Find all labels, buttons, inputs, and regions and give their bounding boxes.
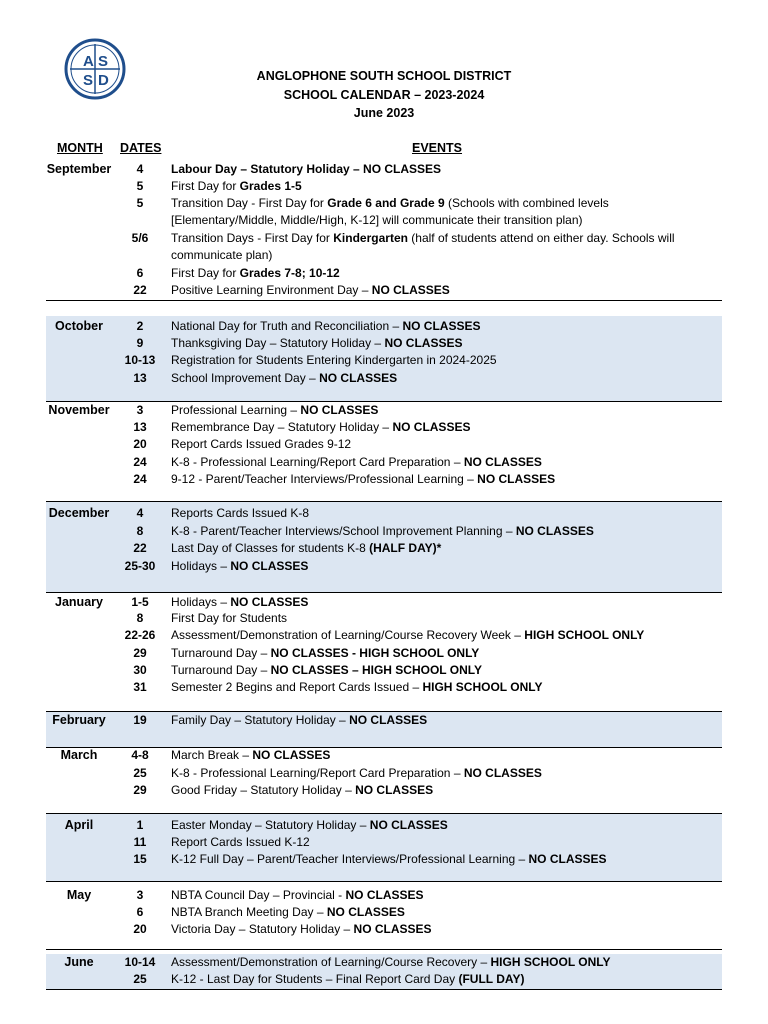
event-date: 25-30	[124, 559, 156, 573]
event-emphasis: NO CLASSES	[353, 922, 432, 936]
event-date: 20	[133, 437, 147, 451]
event-description	[171, 662, 716, 679]
event-date: 3	[136, 888, 144, 902]
event-text: School Improvement Day –	[171, 371, 320, 385]
event-description	[171, 523, 716, 540]
month-section-december	[46, 502, 722, 593]
event-text: National Day for Truth and Reconciliation –	[171, 319, 403, 333]
month-section-october	[46, 316, 722, 402]
event-description	[171, 817, 716, 834]
event-description	[171, 851, 716, 868]
event-description	[171, 318, 716, 335]
dates-column-header: DATES	[120, 141, 162, 155]
event-emphasis: NO CLASSES	[477, 472, 556, 486]
event-text: Family Day – Statutory Holiday –	[171, 713, 350, 727]
event-date: 11	[133, 835, 147, 849]
event-text: First Day for	[171, 266, 240, 280]
event-text: Report Cards Issued K-12	[171, 835, 310, 849]
event-emphasis: NO CLASSES	[402, 319, 481, 333]
event-emphasis: (FULL DAY)	[458, 972, 525, 986]
event-description	[171, 178, 716, 195]
event-text: (Schools with combined levels [Elementary/Middle, Middle/High, K-12] will communicate their transition plan)	[171, 196, 609, 228]
district-title: ANGLOPHONE SOUTH SCHOOL DISTRICT	[256, 69, 512, 83]
event-text: Turnaround Day –	[171, 646, 271, 660]
event-emphasis: NO CLASSES	[392, 420, 471, 434]
event-emphasis: Kindergarten	[333, 231, 408, 245]
event-date: 24	[133, 455, 147, 469]
calendar-title: SCHOOL CALENDAR – 2023-2024	[283, 88, 485, 102]
event-description	[171, 419, 716, 436]
month-label: September	[46, 162, 112, 176]
event-text: K-8 - Parent/Teacher Interviews/School Improvement Planning –	[171, 524, 516, 538]
calendar-date: June 2023	[353, 106, 415, 120]
event-description	[171, 454, 716, 471]
month-label: October	[55, 319, 103, 333]
event-description	[171, 436, 716, 453]
event-date: 2	[136, 319, 144, 333]
event-description	[171, 904, 716, 921]
event-date: 4	[136, 506, 144, 520]
event-text: Assessment/Demonstration of Learning/Course Recovery –	[171, 955, 491, 969]
event-text: (half of students attend on either day. Schools will communicate plan)	[171, 231, 675, 263]
event-date: 1	[136, 818, 144, 832]
event-date: 29	[133, 783, 147, 797]
event-text: Easter Monday – Statutory Holiday –	[171, 818, 370, 832]
event-description	[171, 627, 716, 644]
event-description	[171, 282, 716, 299]
event-date: 8	[136, 524, 144, 538]
event-date: 10-13	[124, 353, 156, 367]
event-date: 22	[133, 541, 147, 555]
event-emphasis: NO CLASSES	[355, 783, 434, 797]
event-description	[171, 161, 716, 178]
month-label: April	[64, 818, 94, 832]
events-column-header: EVENTS	[412, 141, 463, 155]
event-description	[171, 610, 716, 627]
event-text: First Day for	[171, 179, 240, 193]
month-section-september	[46, 158, 722, 301]
event-text: Transition Day - First Day for	[171, 196, 328, 210]
month-label: January	[55, 595, 103, 609]
event-text: Assessment/Demonstration of Learning/Course Recovery Week –	[171, 628, 525, 642]
event-description	[171, 335, 716, 352]
month-section-march	[46, 747, 722, 814]
event-text: K-12 - Last Day for Students – Final Report Card Day	[171, 972, 459, 986]
event-date: 4	[136, 162, 144, 176]
event-emphasis: NO CLASSES	[252, 748, 331, 762]
event-description	[171, 195, 716, 230]
event-date: 30	[133, 663, 147, 677]
event-text: NBTA Council Day – Provincial -	[171, 888, 346, 902]
event-date: 25	[133, 972, 147, 986]
event-description	[171, 352, 716, 369]
event-date: 10-14	[124, 955, 156, 969]
event-emphasis: NO CLASSES	[384, 336, 463, 350]
event-date: 19	[133, 713, 147, 727]
event-text: Last Day of Classes for students K-8	[171, 541, 370, 555]
event-date: 24	[133, 472, 147, 486]
event-description	[171, 971, 716, 988]
event-text: Semester 2 Begins and Report Cards Issued –	[171, 680, 423, 694]
event-text: Reports Cards Issued K-8	[171, 506, 310, 520]
event-date: 29	[133, 646, 147, 660]
event-text: Thanksgiving Day – Statutory Holiday –	[171, 336, 385, 350]
event-text: Holidays –	[171, 559, 231, 573]
event-text: NBTA Branch Meeting Day –	[171, 905, 327, 919]
event-emphasis: HIGH SCHOOL ONLY	[490, 955, 611, 969]
event-emphasis: NO CLASSES	[515, 524, 594, 538]
month-label: June	[64, 955, 94, 969]
event-text: Victoria Day – Statutory Holiday –	[171, 922, 354, 936]
event-emphasis: NO CLASSES	[371, 283, 450, 297]
event-emphasis: (HALF DAY)*	[369, 541, 442, 555]
event-description	[171, 594, 716, 611]
event-date: 1-5	[131, 595, 149, 609]
event-description	[171, 679, 716, 696]
event-emphasis: Grade 6 and Grade 9	[327, 196, 445, 210]
event-text: Professional Learning –	[171, 403, 301, 417]
month-label: May	[66, 888, 92, 902]
event-emphasis: NO CLASSES	[319, 371, 398, 385]
event-date: 25	[133, 766, 147, 780]
event-emphasis: HIGH SCHOOL ONLY	[524, 628, 645, 642]
event-emphasis: HIGH SCHOOL ONLY	[422, 680, 543, 694]
event-emphasis: NO CLASSES	[326, 905, 405, 919]
event-text: K-12 Full Day – Parent/Teacher Interviews/Professional Learning –	[171, 852, 529, 866]
month-section-november	[46, 402, 722, 502]
event-emphasis: NO CLASSES	[300, 403, 379, 417]
event-emphasis: NO CLASSES	[230, 595, 309, 609]
month-label: December	[48, 506, 110, 520]
event-date: 31	[133, 680, 147, 694]
event-text: Good Friday – Statutory Holiday –	[171, 783, 356, 797]
event-description	[171, 230, 716, 265]
event-emphasis: NO CLASSES	[528, 852, 607, 866]
month-section-february	[46, 712, 722, 748]
event-date: 22	[133, 283, 147, 297]
event-description	[171, 370, 716, 387]
event-text: 9-12 - Parent/Teacher Interviews/Professional Learning –	[171, 472, 478, 486]
event-text: Registration for Students Entering Kindergarten in 2024-2025	[171, 353, 497, 367]
event-date: 15	[133, 852, 147, 866]
event-text: Positive Learning Environment Day –	[171, 283, 372, 297]
event-description	[171, 887, 716, 904]
event-emphasis: NO CLASSES	[463, 455, 542, 469]
month-column-header: MONTH	[57, 141, 103, 155]
event-text: Turnaround Day –	[171, 663, 271, 677]
event-date: 5/6	[131, 231, 149, 245]
event-description	[171, 954, 716, 971]
event-emphasis: Grades 7-8; 10-12	[239, 266, 340, 280]
event-text: Report Cards Issued Grades 9-12	[171, 437, 352, 451]
event-emphasis: NO CLASSES – HIGH SCHOOL ONLY	[270, 663, 482, 677]
event-description	[171, 540, 716, 557]
month-label: November	[48, 403, 110, 417]
svg-text:D: D	[98, 72, 109, 89]
event-description	[171, 505, 716, 522]
event-date: 5	[136, 179, 144, 193]
event-description	[171, 834, 716, 851]
svg-text:S: S	[98, 53, 109, 70]
event-date: 13	[133, 420, 147, 434]
svg-text:S: S	[83, 72, 94, 89]
event-date: 8	[136, 611, 144, 625]
event-date: 13	[133, 371, 147, 385]
event-date: 6	[136, 266, 144, 280]
event-text: Holidays –	[171, 595, 231, 609]
event-date: 6	[136, 905, 144, 919]
event-description	[171, 765, 716, 782]
event-description	[171, 712, 716, 729]
event-emphasis: Labour Day – Statutory Holiday – NO CLASSES	[171, 162, 442, 176]
event-description	[171, 782, 716, 799]
event-emphasis: NO CLASSES	[369, 818, 448, 832]
event-date: 5	[136, 196, 144, 210]
event-text: Transition Days - First Day for	[171, 231, 334, 245]
month-label: March	[60, 748, 98, 762]
event-text: Remembrance Day – Statutory Holiday –	[171, 420, 393, 434]
event-text: K-8 - Professional Learning/Report Card Preparation –	[171, 766, 464, 780]
event-emphasis: NO CLASSES - HIGH SCHOOL ONLY	[270, 646, 480, 660]
month-label: February	[52, 713, 106, 727]
event-date: 22-26	[124, 628, 156, 642]
event-description	[171, 402, 716, 419]
event-date: 3	[136, 403, 144, 417]
event-text: March Break –	[171, 748, 253, 762]
event-emphasis: NO CLASSES	[230, 559, 309, 573]
event-emphasis: NO CLASSES	[463, 766, 542, 780]
event-description	[171, 558, 716, 575]
event-emphasis: NO CLASSES	[345, 888, 424, 902]
event-text: K-8 - Professional Learning/Report Card Preparation –	[171, 455, 464, 469]
event-description	[171, 747, 716, 764]
event-date: 20	[133, 922, 147, 936]
month-section-may	[46, 882, 722, 950]
month-section-june	[46, 954, 722, 990]
event-description	[171, 921, 716, 938]
event-emphasis: Grades 1-5	[239, 179, 302, 193]
event-text: First Day for Students	[171, 611, 288, 625]
event-description	[171, 645, 716, 662]
svg-text:A: A	[83, 53, 94, 70]
month-section-april	[46, 814, 722, 882]
event-date: 9	[136, 336, 144, 350]
event-emphasis: NO CLASSES	[349, 713, 428, 727]
event-description	[171, 265, 716, 282]
event-date: 4-8	[131, 748, 149, 762]
month-section-january	[46, 593, 722, 712]
event-description	[171, 471, 716, 488]
